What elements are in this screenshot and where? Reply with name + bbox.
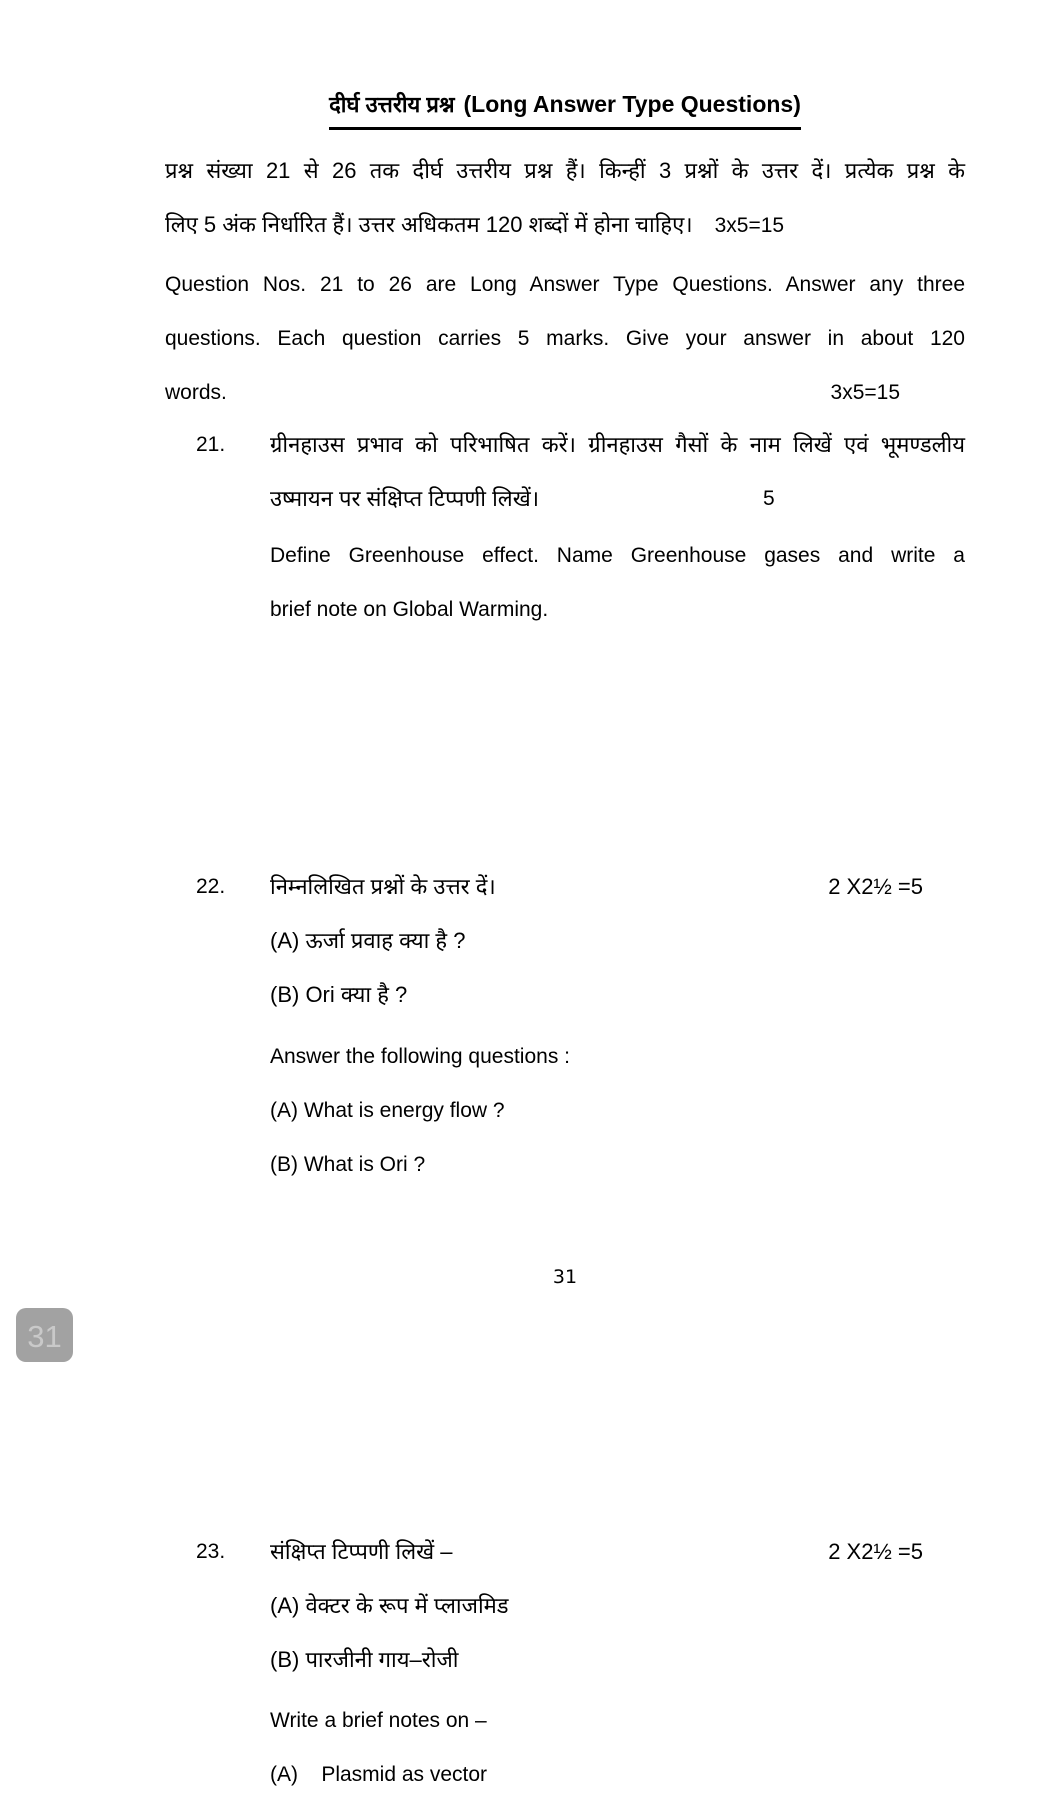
question-23 — [196, 1525, 965, 1802]
question-23-hindi-prompt-row — [270, 1525, 965, 1579]
question-21 — [196, 418, 965, 637]
page-title-underlined — [329, 84, 801, 130]
instructions-hindi-marks: 3x5=15 — [714, 214, 785, 237]
question-21-hindi-line2-text: उष्मायन पर संक्षिप्त टिप्पणी लिखें। — [270, 486, 540, 511]
title-english: (Long Answer Type Questions) — [463, 91, 801, 117]
instructions-english — [165, 258, 965, 420]
instructions-hindi-line2-text: लिए 5 अंक निर्धारित हैं। उत्तर अधिकतम 120 शब्दों में होना चाहिए। — [165, 212, 693, 237]
question-22 — [196, 860, 965, 1192]
question-21-number: 21. — [196, 433, 226, 456]
question-23-english-item-a: (A) Plasmid as vector — [270, 1763, 488, 1786]
instructions-english-line3-text: words. — [165, 381, 227, 404]
question-23-english-prompt: Write a brief notes on – — [270, 1709, 487, 1732]
question-23-hindi-item-a: (A) वेक्टर के रूप में प्लाजमिड — [270, 1593, 509, 1618]
question-23-number: 23. — [196, 1540, 226, 1563]
question-21-english-line1: Define Greenhouse effect. Name Greenhouse gases and write a — [270, 544, 965, 567]
instructions-english-line1: Question Nos. 21 to 26 are Long Answer Type Questions. Answer any three — [165, 273, 965, 296]
page-number: 31 — [552, 1266, 578, 1288]
question-22-english-item-a: (A) What is energy flow ? — [270, 1099, 505, 1122]
title-hindi: दीर्घ उत्तरीय प्रश्न — [329, 92, 455, 117]
question-21-english-line2: brief note on Global Warming. — [270, 598, 549, 621]
question-22-hindi-prompt-row — [270, 860, 965, 914]
question-23-hindi-prompt: संक्षिप्त टिप्पणी लिखें – — [270, 1539, 453, 1564]
instructions-hindi-line1: प्रश्न संख्या 21 से 26 तक दीर्घ उत्तरीय प्रश्न हैं। किन्हीं 3 प्रश्नों के उत्तर दें। प्रत्येक प्रश्न के — [165, 158, 965, 183]
question-22-hindi-item-b: (B) Ori क्या है ? — [270, 982, 408, 1007]
question-21-marks: 5 — [763, 487, 775, 510]
instructions-english-line3 — [165, 366, 965, 420]
question-23-marks: 2 X2½ =5 — [828, 1539, 923, 1564]
question-22-english-prompt: Answer the following questions : — [270, 1045, 570, 1068]
question-22-marks: 2 X2½ =5 — [828, 874, 923, 899]
question-21-hindi-line2 — [270, 472, 965, 526]
page-title — [165, 84, 965, 130]
instructions-english-line2: questions. Each question carries 5 marks. Give your answer in about 120 — [165, 327, 965, 350]
instructions-hindi — [165, 144, 965, 252]
question-22-number: 22. — [196, 875, 226, 898]
corner-page-badge: 31 — [16, 1308, 73, 1362]
question-21-hindi-line1: ग्रीनहाउस प्रभाव को परिभाषित करें। ग्रीनहाउस गैसों के नाम लिखें एवं भूमण्डलीय — [270, 432, 965, 457]
question-22-hindi-prompt: निम्नलिखित प्रश्नों के उत्तर दें। — [270, 874, 496, 899]
instructions-hindi-line2 — [165, 198, 965, 252]
question-22-english-item-b: (B) What is Ori ? — [270, 1153, 426, 1176]
instructions-english-marks: 3x5=15 — [830, 381, 900, 404]
question-23-hindi-item-b: (B) पारजीनी गाय–रोजी — [270, 1647, 459, 1672]
question-22-hindi-item-a: (A) ऊर्जा प्रवाह क्या है ? — [270, 928, 466, 953]
